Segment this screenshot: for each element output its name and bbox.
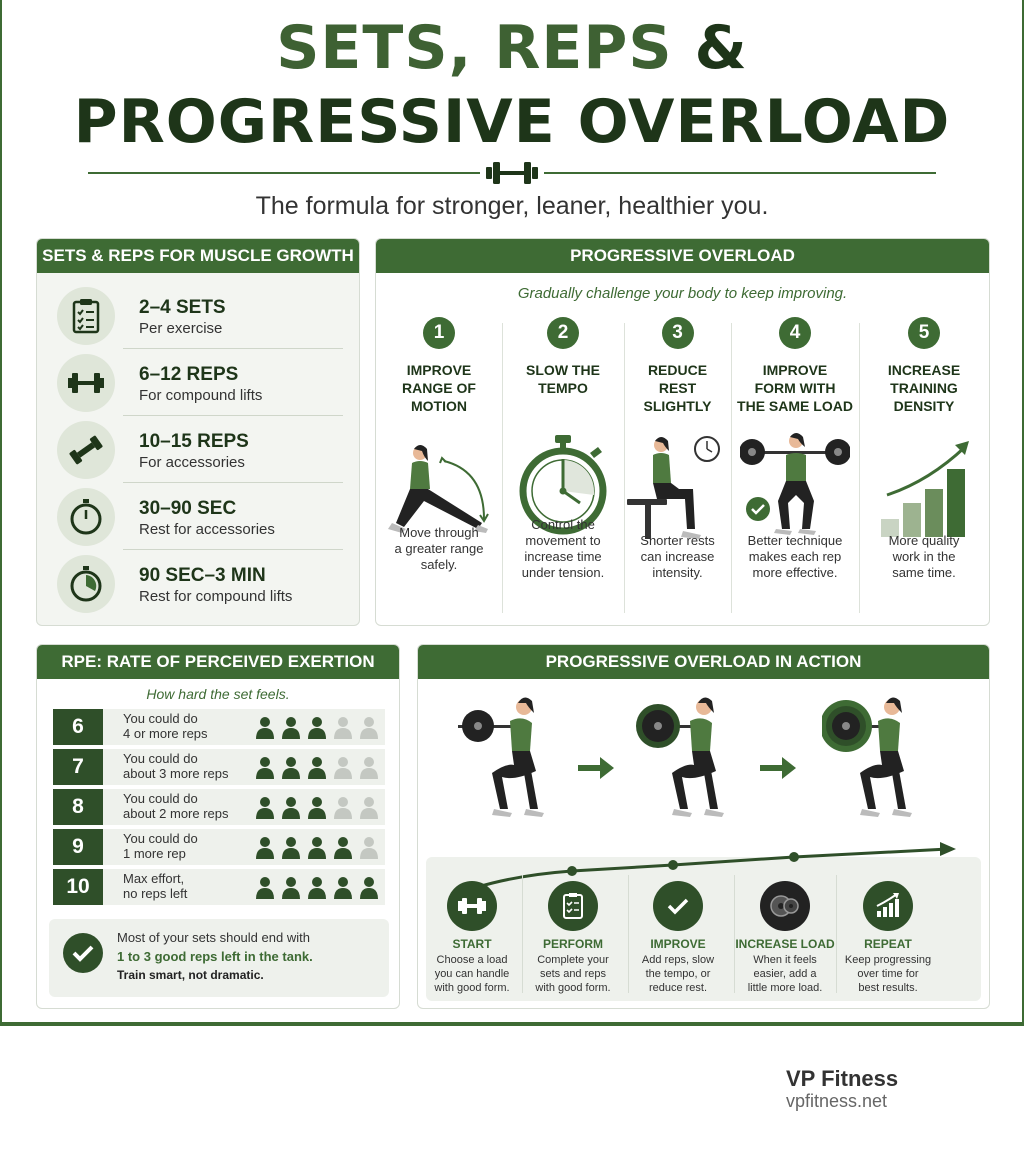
step-description (506, 517, 620, 581)
progressive-overload-panel (375, 238, 990, 626)
rpe-text (123, 831, 198, 861)
reps-accessories-row (53, 417, 343, 483)
step-number: 3 (662, 317, 694, 349)
squat-heavy-load-illustration (822, 685, 932, 835)
person-filled-icon (256, 717, 274, 739)
step-description (628, 533, 727, 581)
cycle-step-description (735, 953, 835, 995)
cycle-step-description-line: Add reps, slow (641, 954, 715, 966)
person-filled-icon (334, 837, 352, 859)
cycle-step-description (628, 953, 728, 995)
rest-compound-icon-wrap (57, 555, 115, 613)
squat-light-load-illustration (454, 685, 564, 835)
person-filled-icon (282, 717, 300, 739)
rpe-text-line: Max effort, (123, 871, 185, 886)
step-heading-line: MOTION (411, 398, 467, 414)
sets-reps-panel (36, 238, 360, 626)
rpe-number: 8 (53, 789, 103, 825)
arrow-right-icon (758, 755, 798, 781)
step-number: 5 (908, 317, 940, 349)
dumbbell-icon (66, 430, 106, 470)
rest-compound-row (53, 551, 343, 617)
rest-accessories-row (53, 484, 343, 550)
rpe-text-line: no reps left (123, 886, 188, 901)
person-filled-icon (256, 877, 274, 899)
rpe-row (53, 869, 385, 905)
cycle-step-perform (523, 871, 623, 1001)
cycle-step-description-line: reduce rest. (648, 982, 708, 994)
dumbbell-divider-icon (486, 158, 538, 188)
cycle-step-description (838, 953, 938, 995)
step-description-line: makes each rep (748, 549, 842, 564)
step-heading-line: REDUCE (647, 362, 708, 378)
step-heading (502, 361, 624, 397)
rpe-note (49, 919, 389, 997)
cycle-step-description-line: best results. (858, 982, 918, 994)
cycle-step-description-line: sets and reps (539, 968, 607, 980)
dumbbell-icon (447, 881, 497, 931)
cycle-step-improve (628, 871, 728, 1001)
stopwatch-icon (66, 497, 106, 537)
person-filled-icon (308, 797, 326, 819)
person-empty-icon (360, 717, 378, 739)
step-description (863, 533, 985, 581)
effort-people-icons (253, 716, 383, 740)
weight-plates-icon (760, 881, 810, 931)
cycle-step-label: IMPROVE (650, 937, 706, 951)
row-divider (123, 482, 343, 483)
cycle-step-label: PERFORM (543, 937, 603, 951)
reps-accessories-icon-wrap (57, 421, 115, 479)
effort-people-icons (253, 796, 383, 820)
title-rule-left (88, 172, 480, 174)
rpe-row (53, 789, 385, 825)
person-filled-icon (282, 797, 300, 819)
cycle-step-description-line: easier, add a (753, 968, 817, 980)
rpe-text (123, 711, 208, 741)
rpe-text-line: You could do (123, 711, 198, 726)
step-heading-line: FORM WITH (754, 380, 836, 396)
bottom-border (0, 1022, 1024, 1026)
rpe-text (123, 791, 229, 821)
person-empty-icon (360, 837, 378, 859)
step-heading-line: DENSITY (893, 398, 955, 414)
person-empty-icon (334, 757, 352, 779)
step-description-line: intensity. (652, 565, 703, 580)
person-filled-icon (334, 877, 352, 899)
cycle-step-description-line: When it feels (753, 954, 817, 966)
person-filled-icon (308, 837, 326, 859)
person-empty-icon (360, 757, 378, 779)
cycle-step-increase-load (735, 871, 835, 1001)
step-heading-line: IMPROVE (762, 362, 828, 378)
person-filled-icon (282, 877, 300, 899)
squat-medium-load-illustration (634, 685, 744, 835)
person-empty-icon (334, 717, 352, 739)
person-filled-icon (282, 837, 300, 859)
person-filled-icon (256, 837, 274, 859)
rpe-row (53, 709, 385, 745)
cycle-step-description-line: little more load. (747, 982, 823, 994)
step-description-line: can increase (640, 549, 715, 564)
rest-accessories-label: Rest for accessories (139, 521, 275, 538)
rpe-text-line: about 2 more reps (123, 806, 229, 821)
cycle-step-description (523, 953, 623, 995)
rpe-note-line-2: 1 to 3 good reps left in the tank. (117, 949, 313, 964)
rpe-number: 7 (53, 749, 103, 785)
effort-people-icons (253, 836, 383, 860)
title-rule-right (544, 172, 936, 174)
brand-url[interactable]: vpfitness.net (786, 1091, 888, 1111)
person-filled-icon (308, 877, 326, 899)
sets-value: 2–4 SETS (139, 297, 226, 318)
rpe-text-line: about 3 more reps (123, 766, 229, 781)
person-empty-icon (360, 797, 378, 819)
cycle-step-repeat (838, 871, 938, 1001)
progressive-overload-tagline: Gradually challenge your body to keep improving. (517, 285, 848, 302)
sets-label: Per exercise (139, 320, 223, 337)
rpe-note-line-1: Most of your sets should end with (117, 930, 310, 945)
step-heading-line: TEMPO (538, 380, 588, 396)
rpe-number: 6 (53, 709, 103, 745)
rpe-number: 9 (53, 829, 103, 865)
rpe-row (53, 749, 385, 785)
row-divider (123, 415, 343, 416)
cycle-step-label: INCREASE LOAD (735, 937, 835, 951)
rest-accessories-value: 30–90 SEC (139, 498, 237, 519)
step-description-line: Move through (399, 525, 479, 540)
step-description-line: Control the (531, 517, 595, 532)
rest-accessories-icon-wrap (57, 488, 115, 546)
cycle-step-start (422, 871, 522, 1001)
overload-step-slow-tempo (502, 315, 624, 615)
step-heading-line: INCREASE (887, 362, 961, 378)
rpe-text-line: You could do (123, 751, 198, 766)
step-description-line: movement to (525, 533, 601, 548)
checkmark-icon (63, 933, 103, 973)
overload-step-improve-form (731, 315, 859, 615)
row-divider (123, 348, 343, 349)
rpe-tagline: How hard the set feels. (146, 686, 290, 702)
reps-compound-value: 6–12 REPS (139, 364, 239, 385)
overload-step-range-of-motion (376, 315, 502, 615)
step-description-line: Better technique (747, 533, 843, 548)
reps-accessories-label: For accessories (139, 454, 245, 471)
step-heading-line: REST (658, 380, 697, 396)
rpe-text-line: You could do (123, 791, 198, 806)
step-divider (836, 875, 837, 993)
effort-people-icons (253, 756, 383, 780)
rest-compound-label: Rest for compound lifts (139, 588, 293, 605)
rpe-note-line-3: Train smart, not dramatic. (117, 968, 264, 982)
rpe-title: RPE: RATE OF PERCEIVED EXERTION (37, 645, 399, 679)
rpe-number: 10 (53, 869, 103, 905)
cycle-step-description-line: you can handle (434, 968, 510, 980)
effort-people-icons (253, 876, 383, 900)
rpe-row (53, 829, 385, 865)
step-heading-line: SLIGHTLY (643, 398, 712, 414)
sets-row (53, 283, 343, 349)
step-description-line: work in the (892, 549, 956, 564)
step-description-line: More quality (888, 533, 960, 548)
in-action-title: PROGRESSIVE OVERLOAD IN ACTION (418, 645, 989, 679)
reps-compound-row (53, 350, 343, 416)
growth-chart-icon (863, 881, 913, 931)
rpe-panel (36, 644, 400, 1009)
step-heading (731, 361, 859, 415)
step-number: 4 (779, 317, 811, 349)
sets-icon-wrap (57, 287, 115, 345)
step-heading-line: IMPROVE (406, 362, 472, 378)
rpe-text-line: You could do (123, 831, 198, 846)
person-filled-icon (308, 717, 326, 739)
clipboard-icon (66, 296, 106, 336)
barbell-icon (66, 363, 106, 403)
cycle-step-description-line: with good form. (434, 982, 510, 994)
title-sets-reps: SETS, REPS (276, 13, 673, 83)
step-description-line: safely. (420, 557, 458, 572)
stopwatch-icon (66, 564, 106, 604)
step-description (735, 533, 855, 581)
cycle-step-description-line: the tempo, or (645, 968, 711, 980)
step-description-line: increase time (524, 549, 602, 564)
cycle-step-description-line: over time for (857, 968, 919, 980)
rpe-text (123, 871, 187, 901)
step-heading-line: THE SAME LOAD (737, 398, 853, 414)
step-number: 1 (423, 317, 455, 349)
rpe-text (123, 751, 229, 781)
step-description-line: under tension. (521, 565, 605, 580)
cycle-step-label: START (452, 937, 492, 951)
person-filled-icon (360, 877, 378, 899)
person-empty-icon (334, 797, 352, 819)
person-filled-icon (256, 757, 274, 779)
person-filled-icon (256, 797, 274, 819)
reps-compound-label: For compound lifts (139, 387, 263, 404)
arrow-right-icon (576, 755, 616, 781)
cycle-step-description-line: Keep progressing (844, 954, 932, 966)
step-heading (624, 361, 731, 415)
reps-accessories-value: 10–15 REPS (139, 431, 249, 452)
subtitle: The formula for stronger, leaner, healthier you. (255, 192, 769, 220)
title-line-2: PROGRESSIVE OVERLOAD (73, 87, 951, 157)
cycle-step-description-line: with good form. (535, 982, 611, 994)
step-description-line: Shorter rests (640, 533, 715, 548)
progressive-overload-title: PROGRESSIVE OVERLOAD (376, 239, 989, 273)
step-description (380, 525, 498, 573)
title-line-1 (0, 12, 1024, 84)
rpe-text-line: 1 more rep (123, 846, 186, 861)
reps-compound-icon-wrap (57, 354, 115, 412)
cycle-step-description (422, 953, 522, 995)
cycle-step-description-line: Choose a load (436, 954, 508, 966)
step-description-line: a greater range (394, 541, 484, 556)
person-filled-icon (282, 757, 300, 779)
person-filled-icon (308, 757, 326, 779)
step-heading (859, 361, 989, 415)
step-heading-line: RANGE OF (402, 380, 476, 396)
cycle-step-description-line: Complete your (537, 954, 609, 966)
step-heading-line: TRAINING (890, 380, 958, 396)
step-number: 2 (547, 317, 579, 349)
brand-name: VP Fitness (786, 1066, 899, 1091)
step-heading-line: SLOW THE (526, 362, 600, 378)
cycle-step-label: REPEAT (864, 937, 912, 951)
row-divider (123, 549, 343, 550)
rpe-text-line: 4 or more reps (123, 726, 208, 741)
sets-reps-title: SETS & REPS FOR MUSCLE GROWTH (37, 239, 359, 273)
overload-in-action-panel (417, 644, 990, 1009)
overload-step-reduce-rest (624, 315, 731, 615)
step-description-line: more effective. (752, 565, 838, 580)
clipboard-icon (548, 881, 598, 931)
rest-compound-value: 90 SEC–3 MIN (139, 565, 266, 586)
overload-step-training-density (859, 315, 989, 615)
checkmark-icon (653, 881, 703, 931)
title-ampersand: & (694, 13, 748, 83)
step-heading (376, 361, 502, 415)
step-description-line: same time. (892, 565, 956, 580)
